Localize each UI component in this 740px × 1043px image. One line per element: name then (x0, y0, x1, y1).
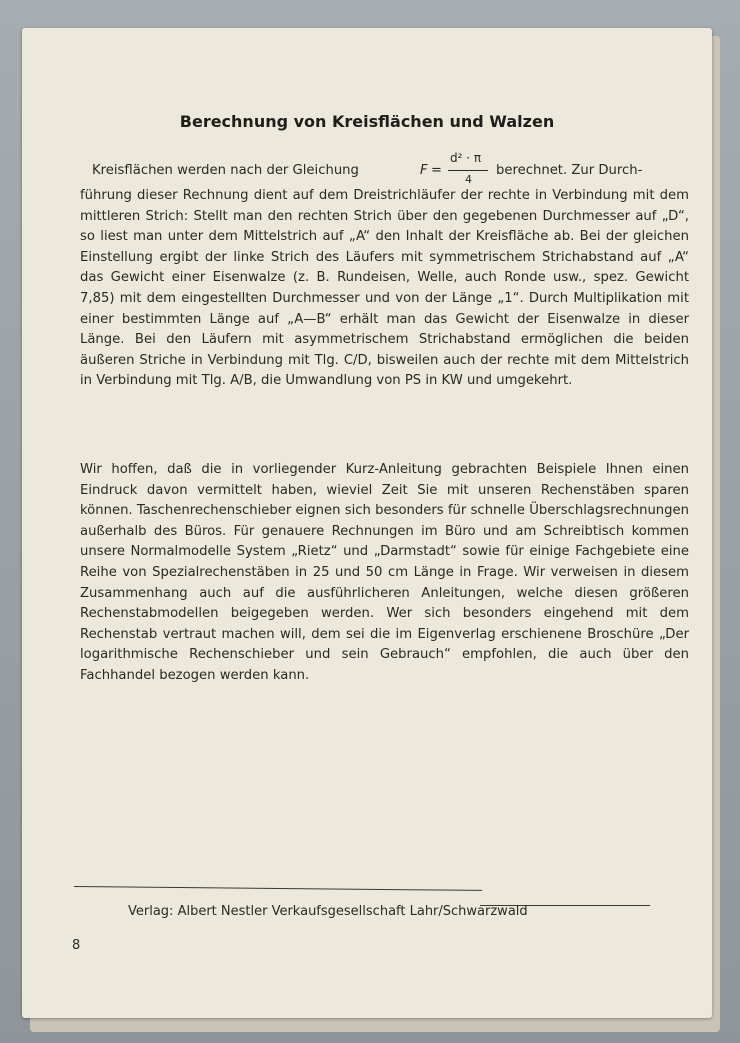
paragraph-1-trail: berechnet. Zur Durch- (496, 163, 643, 178)
booklet-page (22, 28, 712, 1018)
formula-numerator: d² · π (450, 151, 482, 165)
paragraph-1-body: führung dieser Rechnung dient auf dem Dreistrichläufer der rechte in Verbindung mit dem mittleren Strich: Stellt man den rechten Strich über den gegebenen Durchmesser auf „D“, so liest man unter dem Mittelstrich auf „A“ den Inhalt der Kreisfläche ab. Bei der gleichen Einstellung ergibt der linke Strich des Läufers mit symmetrischem Strichabstand auf „A“ das Gewicht einer Eisenwalze (z. B. Rundeisen, Welle, auch Ronde usw., spez. Gewicht 7,85) mit dem eingestellten Durchmesser und von der Länge „1“. Durch Multiplikation mit einer bestimmten Länge auf „A—B“ erhält man das Gewicht der Eisenwalze in dieser Länge. Bei den Läufern mit asymmetrischem Strichabstand ermöglichen die beiden äußeren Striche in Verbindung mit Tlg. C/D, bisweilen auch der rechte mit dem Mittelstrich in Verbindung mit Tlg. A/B, die Umwandlung von PS in KW und umgekehrt. (80, 188, 689, 389)
formula-equals: = (431, 163, 442, 178)
page-number: 8 (72, 938, 81, 953)
paragraph-1-first-line (92, 151, 692, 186)
footer-rule-left (74, 886, 482, 891)
paragraph-1-lead: Kreisflächen werden nach der Gleichung (92, 163, 359, 178)
formula-denominator: 4 (465, 173, 472, 186)
area-formula (420, 151, 498, 190)
formula-variable: F (420, 163, 428, 178)
publisher-line: Verlag: Albert Nestler Verkaufsgesellschaft Lahr/Schwarzwald (128, 904, 528, 919)
page-title: Berechnung von Kreisflächen und Walzen (179, 112, 555, 131)
paragraph-2: Wir hoffen, daß die in vorliegender Kurz-Anleitung gebrachten Beispiele Ihnen einen Eindruck davon vermittelt haben, wieviel Zeit Sie mit unseren Rechenstäben sparen können. Taschenrechenschieber eignen sich besonders für schnelle Überschlagsrechnungen außerhalb des Büros. Für genauere Rechnungen im Büro und am Schreibtisch kommen unsere Normalmodelle System „Rietz“ und „Darmstadt“ sowie für einige Fachgebiete eine Reihe von Spezialrechenstäben in 25 und 50 cm Länge in Frage. Wir verweisen in diesem Zusammenhang auch auf die ausführlicheren Anleitungen, welche diesen größeren Rechenstabmodellen beigegeben werden. Wer sich besonders eingehend mit dem Rechenstab vertraut machen will, dem sei die im Eigenverlag erschienene Broschüre „Der logarithmische Rechenschieber und sein Gebrauch“ empfohlen, die auch über den Fachhandel bezogen werden kann. (80, 462, 689, 683)
